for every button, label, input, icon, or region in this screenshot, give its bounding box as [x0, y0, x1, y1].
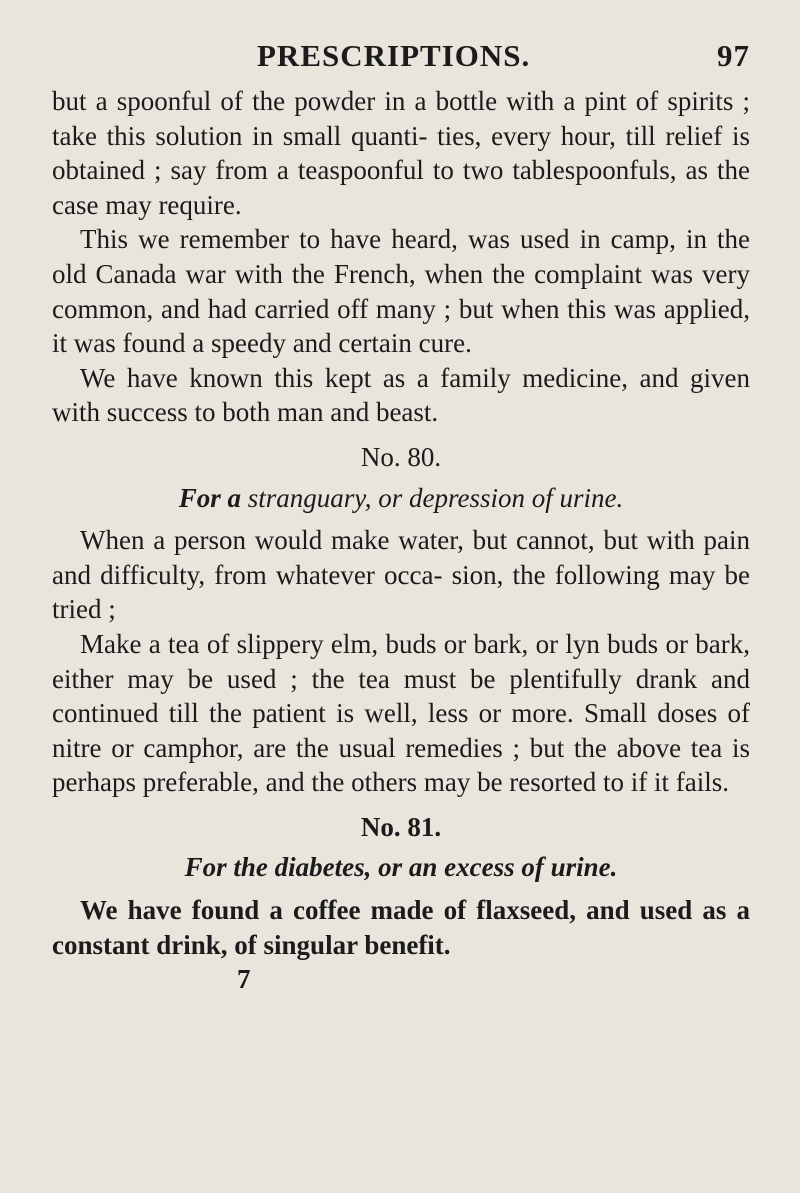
- signature-mark: 7: [237, 964, 251, 995]
- section-title-81: For the diabetes, or an excess of urine.: [184, 852, 618, 883]
- body-text: [52, 84, 750, 962]
- paragraph: We have found a coffee made of flaxseed, and used as a constant drink, of singular benefit.: [52, 895, 750, 960]
- running-head: [52, 38, 750, 74]
- section-title-80: [52, 481, 750, 516]
- paragraph: This we remember to have heard, was used in camp, in the old Canada war with the French, when the complaint was very common, and had carried off many ; but when this was applied, it was found a speedy and certain cure.: [52, 224, 750, 359]
- section-number-81: No. 81.: [360, 811, 442, 842]
- paragraph: When a person would make water, but cannot, but with pain and difficulty, from whatever occa- sion, the following may be tried ;: [52, 525, 750, 625]
- page-title: PRESCRIPTIONS.: [257, 38, 531, 73]
- paragraph: Make a tea of slippery elm, buds or bark, or lyn buds or bark, either may be used ; the tea must be plentifully drank and continued till the patient is well, less or more. Small doses of nitre or camphor, are the usual remedies ; but the above tea is perhaps preferable, and the others may be resorted to if it fails.: [52, 628, 750, 798]
- page-number: 97: [717, 38, 750, 73]
- section-number-80: No. 80.: [360, 441, 442, 472]
- section-title-lead: For a: [178, 482, 241, 513]
- section-title-rest: stranguary, or depression of urine.: [247, 482, 624, 513]
- paragraph: We have known this kept as a family medicine, and given with success to both man and beast.: [52, 362, 750, 428]
- paragraph: but a spoonful of the powder in a bottle with a pint of spirits ; take this solution in small quanti- ties, every hour, till relief is obtained ; say from a teaspoonful to two tablespoonfuls, as the case may require.: [52, 86, 750, 220]
